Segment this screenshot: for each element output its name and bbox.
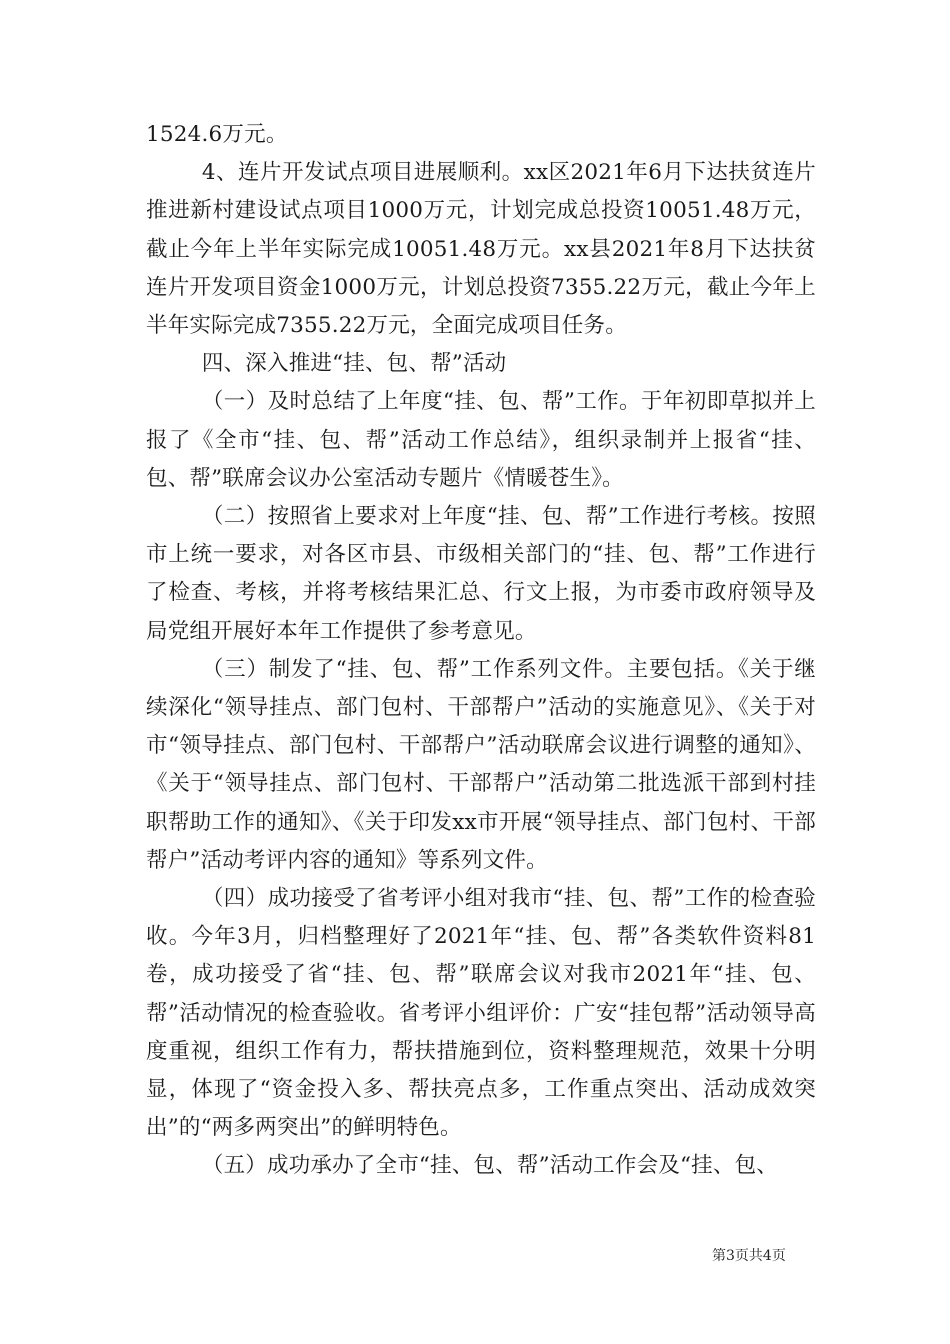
paragraph-2: 4、连片开发试点项目进展顺利。xx区2021年6月下达扶贫连片推进新村建设试点项目1000万元，计划完成总投资10051.48万元，截止今年上半年实际完成10051.48万元。xx县2021年8月下达扶贫连片开发项目资金1000万元，计划总投资7355.22万元，截止今年上半年实际完成7355.22万元，全面完成项目任务。	[146, 160, 816, 339]
page-number: 第3页共4页	[712, 1248, 786, 1264]
section-heading: 四、深入推进“挂、包、帮”活动	[201, 351, 507, 377]
document-body	[146, 116, 816, 1186]
paragraph-item-4: （四）成功接受了省考评小组对我市“挂、包、帮”工作的检查验收。今年3月，归档整理好了2021年“挂、包、帮”各类软件资料81卷，成功接受了省“挂、包、帮”联席会议对我市2021年“挂、包、帮”活动情况的检查验收。省考评小组评价：广安“挂包帮”活动领导高度重视，组织工作有力，帮扶措施到位，资料整理规范，效果十分明显，体现了“资金投入多、帮扶亮点多，工作重点突出、活动成效突出”的“两多两突出”的鲜明特色。	[146, 886, 816, 1141]
paragraph-item-1: （一）及时总结了上年度“挂、包、帮”工作。于年初即草拟并上报了《全市“挂、包、帮”活动工作总结》，组织录制并上报省“挂、包、帮”联席会议办公室活动专题片《情暖苍生》。	[146, 389, 816, 491]
paragraph-item-5: （五）成功承办了全市“挂、包、帮”活动工作会及“挂、包、	[201, 1153, 778, 1179]
paragraph-1: 1524.6万元。	[146, 122, 288, 147]
paragraph-item-3: （三）制发了“挂、包、帮”工作系列文件。主要包括。《关于继续深化“领导挂点、部门包村、干部帮户”活动的实施意见》、《关于对市“领导挂点、部门包村、干部帮户”活动联席会议进行调整的通知》、《关于“领导挂点、部门包村、干部帮户”活动第二批选派干部到村挂职帮助工作的通知》、《关于印发xx市开展“领导挂点、部门包村、干部帮户”活动考评内容的通知》等系列文件。	[146, 656, 816, 873]
paragraph-item-2: （二）按照省上要求对上年度“挂、包、帮”工作进行考核。按照市上统一要求，对各区市县、市级相关部门的“挂、包、帮”工作进行了检查、考核，并将考核结果汇总、行文上报，为市委市政府领导及局党组开展好本年工作提供了参考意见。	[146, 504, 816, 644]
